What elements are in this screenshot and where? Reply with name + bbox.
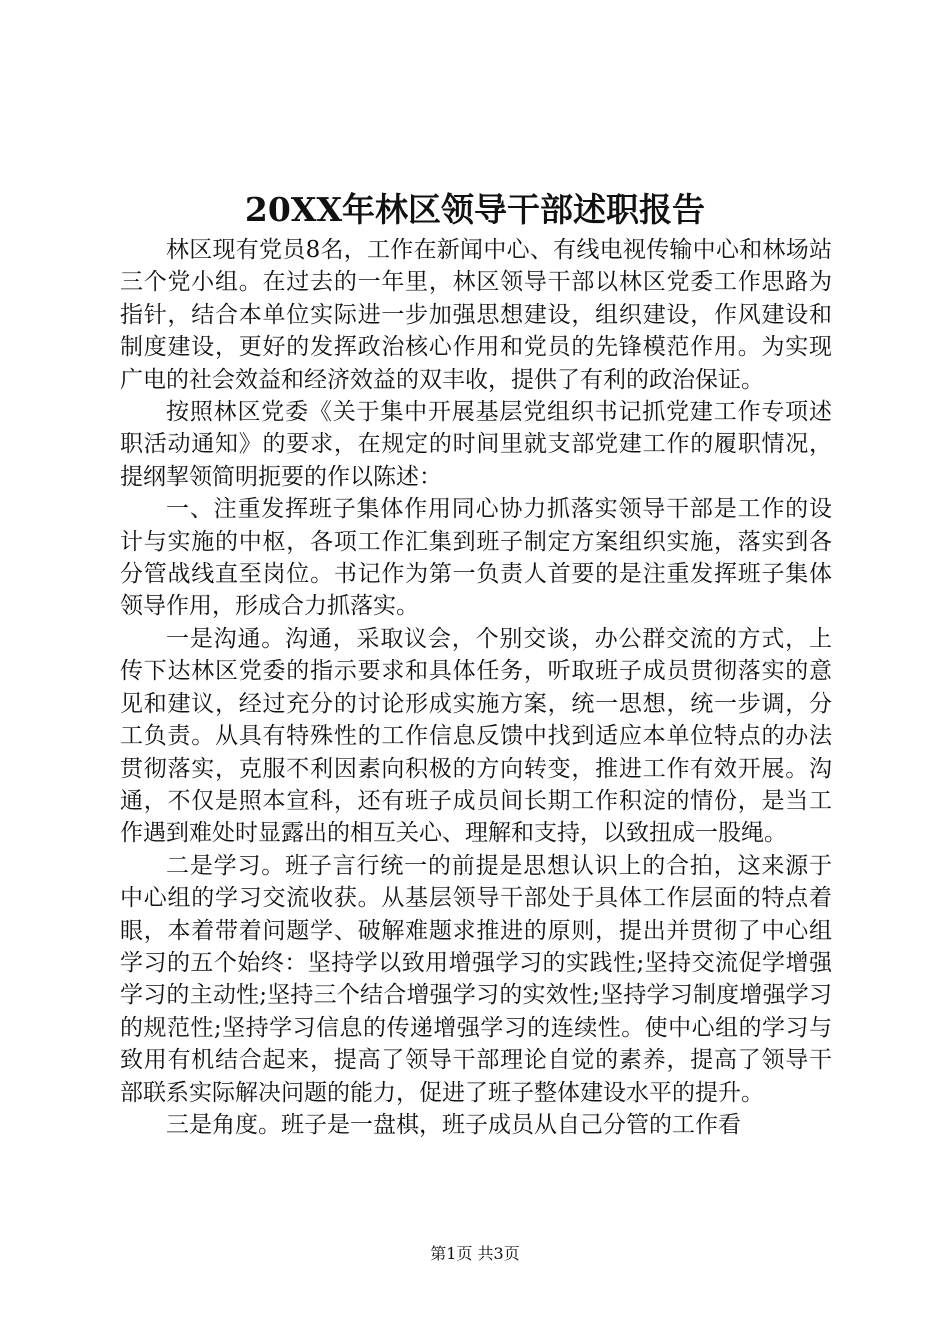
document-body	[120, 234, 832, 1141]
paragraph-3: 一、注重发挥班子集体作用同心协力抓落实领导干部是工作的设计与实施的中枢，各项工作汇集到班子制定方案组织实施，落实到各分管战线直至岗位。书记作为第一负责人首要的是注重发挥班子集体领导作用，形成合力抓落实。	[120, 496, 832, 620]
paragraph-6: 三是角度。班子是一盘棋，班子成员从自己分管的工作看	[166, 1111, 741, 1138]
paragraph-1: 林区现有党员8名，工作在新闻中心、有线电视传输中心和林场站三个党小组。在过去的一年里，林区领导干部以林区党委工作思路为指针，结合本单位实际进一步加强思想建设，组织建设，作风建设和制度建设，更好的发挥政治核心作用和党员的先锋模范作用。为实现广电的社会效益和经济效益的双丰收，提供了有利的政治保证。	[120, 237, 832, 393]
paragraph-5: 二是学习。班子言行统一的前提是思想认识上的合拍，这来源于中心组的学习交流收获。从基层领导干部处于具体工作层面的特点着眼，本着带着问题学、破解难题求推进的原则，提出并贯彻了中心组学习的五个始终：坚持学以致用增强学习的实践性;坚持交流促学增强学习的主动性;坚持三个结合增强学习的实效性;坚持学习制度增强学习的规范性;坚持学习信息的传递增强学习的连续性。使中心组的学习与致用有机结合起来，提高了领导干部理论自觉的素养，提高了领导干部联系实际解决问题的能力，促进了班子整体建设水平的提升。	[120, 852, 832, 1106]
paragraph-2: 按照林区党委《关于集中开展基层党组织书记抓党建工作专项述职活动通知》的要求，在规定的时间里就支部党建工作的履职情况，提纲挈领简明扼要的作以陈述：	[120, 399, 832, 490]
paragraph-4: 一是沟通。沟通，采取议会，个别交谈，办公群交流的方式，上传下达林区党委的指示要求和具体任务，听取班子成员贯彻落实的意见和建议，经过充分的讨论形成实施方案，统一思想，统一步调，分工负责。从具有特殊性的工作信息反馈中找到适应本单位特点的办法贯彻落实，克服不利因素向积极的方向转变，推进工作有效开展。沟通，不仅是照本宣科，还有班子成员间长期工作积淀的情份，是当工作遇到难处时显露出的相互关心、理解和支持，以致扭成一股绳。	[120, 625, 832, 847]
page-number-footer: 第1页 共3页	[430, 1244, 520, 1263]
page-title: 20XX年林区领导干部述职报告	[244, 190, 706, 229]
